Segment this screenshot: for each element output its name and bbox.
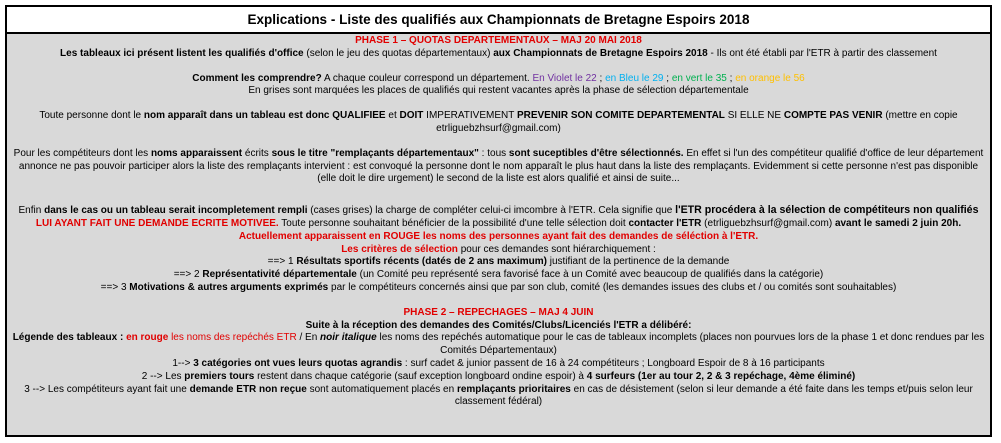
legend-italic: noir italique (320, 332, 377, 344)
page-title (7, 7, 990, 34)
title-text: Explications - Liste des qualifiés aux Championnats de Bretagne Espoirs 2018 (247, 12, 750, 27)
remplacants-bold: sont suceptibles d'être sélectionnés. (508, 147, 684, 159)
remplacants-bold: sous le titre "remplaçants départementaux" (271, 147, 479, 159)
criteria-title-text: Les critères de sélection (341, 243, 458, 255)
item-text: : surf cadet & junior passent de 16 à 24 compétiteurs ; Longboard Espoir de 8 à 16 participants (402, 357, 825, 369)
legend-label: Légende des tableaux : (12, 332, 127, 344)
intro-text-2: - Ils ont été établi par l'ETR à partir des classement (707, 47, 937, 59)
item-bold: demande ETR non reçue (189, 383, 307, 395)
remplacants-text: écrits (242, 147, 272, 159)
incomplete-bold: l'ETR procédera à la sélection de compétiteurs non qualifiés (675, 204, 979, 217)
remplacants-bold: noms apparaissent (150, 147, 243, 159)
incomplete-text: Enfin (18, 205, 45, 217)
criteria-arrow: ==> 2 (173, 269, 203, 281)
item-arrow: 1--> (172, 357, 194, 369)
qualified-bold: nom apparaît dans un tableau est donc QUALIFIEE (143, 110, 386, 122)
phase1-heading: PHASE 1 – QUOTAS DEPARTEMENTAUX – MAJ 20 MAI 2018 (355, 35, 642, 46)
intro-bold: Les tableaux ici présent listent les qualifiés d'office (60, 47, 304, 59)
intro-text: (selon le jeu des quotas départementaux) (303, 47, 494, 59)
remplacants-notice (11, 148, 986, 186)
criteria-text: par le compétiteurs concernés ainsi que par son club, comité (les demandes issues des clubs et / ou comités sont souhaitables) (328, 281, 897, 293)
legend-red-text: les noms des repéchés ETR (168, 332, 297, 344)
criteria-bold: Représentativité départementale (202, 269, 357, 281)
table-legend (11, 332, 986, 358)
qualified-bold: COMPTE PAS VENIR (783, 110, 883, 122)
grey-note: En grises sont marquées les places de qualifiés qui restent vacantes après la phase de sélection départementale (248, 85, 749, 97)
criteria-bold: Motivations & autres arguments exprimés (129, 281, 329, 293)
legend-text: les noms des repéchés automatique pour le cas de tableaux incomplets (places non pourvues lors de la phase 1 et donc rendues par les Comités Départementaux) (376, 332, 985, 357)
incomplete-text: Toute personne souhaitant bénéficier de la possibilité d'une telle sélection doit (278, 217, 629, 229)
item-bold: (1er au tour 2, 2 & 3 repéchage, 4ème éliminé) (635, 370, 856, 382)
qualified-text: IMPERATIVEMENT (423, 110, 517, 122)
color-question: Comment les comprendre? (192, 72, 322, 84)
legend-red: en rouge (126, 332, 169, 344)
criteria-text: justifiant de la pertinence de la demande (546, 256, 730, 268)
item-arrow: 2 --> Les (141, 370, 185, 382)
separator: ; (663, 72, 672, 84)
color-orange: en orange le 56 (735, 72, 805, 84)
color-blue: en Bleu le 29 (605, 72, 664, 84)
qualified-bold: DOIT (399, 110, 424, 122)
criteria-text: (un Comité peu représenté sera favorisé face à un Comité avec beaucoup de qualifiés dans la catégorie) (356, 269, 824, 281)
separator: ; (596, 72, 606, 84)
item-bold: 4 surfeurs (586, 370, 636, 382)
remplacants-text: : tous (478, 147, 509, 159)
explanation-content (7, 34, 990, 409)
phase1-intro (11, 48, 986, 61)
criteria-1 (11, 256, 986, 269)
incomplete-red: LUI AYANT FAIT UNE DEMANDE ECRITE MOTIVEE. (35, 217, 279, 229)
phase2-item-3 (11, 384, 986, 410)
item-text: en cas de désistement (selon si leur demande a été faite dans les temps et/puis selon leur classement fédéral) (454, 383, 973, 408)
incomplete-notice (11, 204, 986, 243)
remplacants-text: En effet si l'un des compétiteur qualifié d'office de leur département annonce ne pas pouvoir participer alors la liste des remplaçants intervient : est convoqué la personne dont le nom apparaît le plus haut dans la liste des remplaçants. Evidemment si cette personne n'est pas disponible (elle doit le dire urgement) le second de la liste est alors qualifié et ainsi de suite... (18, 147, 984, 185)
criteria-arrow: ==> 3 (100, 281, 130, 293)
phase2-item-2 (11, 371, 986, 384)
criteria-bold: (datés de 2 ans maximum) (419, 256, 547, 268)
qualified-text: (mettre en copie etrliguebzhsurf@gmail.com) (436, 110, 958, 134)
phase2-heading: PHASE 2 – REPECHAGES – MAJ 4 JUIN (403, 306, 594, 318)
color-green: en vert le 35 (671, 72, 727, 84)
explanation-panel (5, 5, 992, 437)
item-text: sont automatiquement placés en (306, 383, 457, 395)
incomplete-bold: dans le cas ou un tableau serait incompletement rempli (44, 205, 308, 217)
incomplete-red: Actuellement apparaissent en ROUGE les noms des personnes ayant fait des demandes de séléction à l'ETR. (238, 230, 759, 242)
item-bold: premiers tours (184, 370, 255, 382)
phase2-item-1 (11, 358, 986, 371)
phase2-suite: Suite à la réception des demandes des Comités/Clubs/Licenciés l'ETR a délibéré: (305, 319, 692, 331)
incomplete-text: (cases grises) la charge de compléter celui-ci imcombre à l'ETR. Cela signifie que (307, 205, 676, 217)
qualified-text: et (385, 110, 400, 122)
color-text: A chaque couleur correspond un département. (321, 72, 533, 84)
incomplete-text: (etrliguebzhsurf@gmail.com) (701, 217, 835, 229)
criteria-title (11, 244, 986, 257)
qualified-notice (11, 110, 986, 136)
criteria-arrow: ==> 1 (267, 256, 297, 268)
color-legend (11, 73, 986, 86)
item-arrow: 3 --> Les compétiteurs ayant fait une (24, 383, 190, 395)
intro-bold-2: aux Championnats de Bretagne Espoirs 2018 (493, 47, 708, 59)
criteria-2 (11, 269, 986, 282)
remplacants-text: Pour les compétiteurs dont les (13, 147, 151, 159)
separator: ; (726, 72, 736, 84)
incomplete-bold: contacter l'ETR (628, 217, 702, 229)
criteria-3 (11, 282, 986, 295)
qualified-text: SI ELLE NE (724, 110, 784, 122)
item-text: restent dans chaque catégorie (sauf exception longboard ondine espoir) à (254, 370, 587, 382)
criteria-suffix: pour ces demandes sont hiérarchiquement : (457, 243, 656, 255)
qualified-text: Toute personne dont le (39, 110, 144, 122)
incomplete-bold: avant le samedi 2 juin 20h. (834, 217, 962, 229)
item-bold: 3 catégories ont vues leurs quotas agrandis (193, 357, 403, 369)
item-bold: remplaçants prioritaires (456, 383, 571, 395)
legend-text: / En (296, 332, 321, 344)
criteria-bold: Résultats sportifs récents (296, 256, 420, 268)
qualified-bold: PREVENIR SON COMITE DEPARTEMENTAL (516, 110, 725, 122)
color-violet: En Violet le 22 (532, 72, 597, 84)
